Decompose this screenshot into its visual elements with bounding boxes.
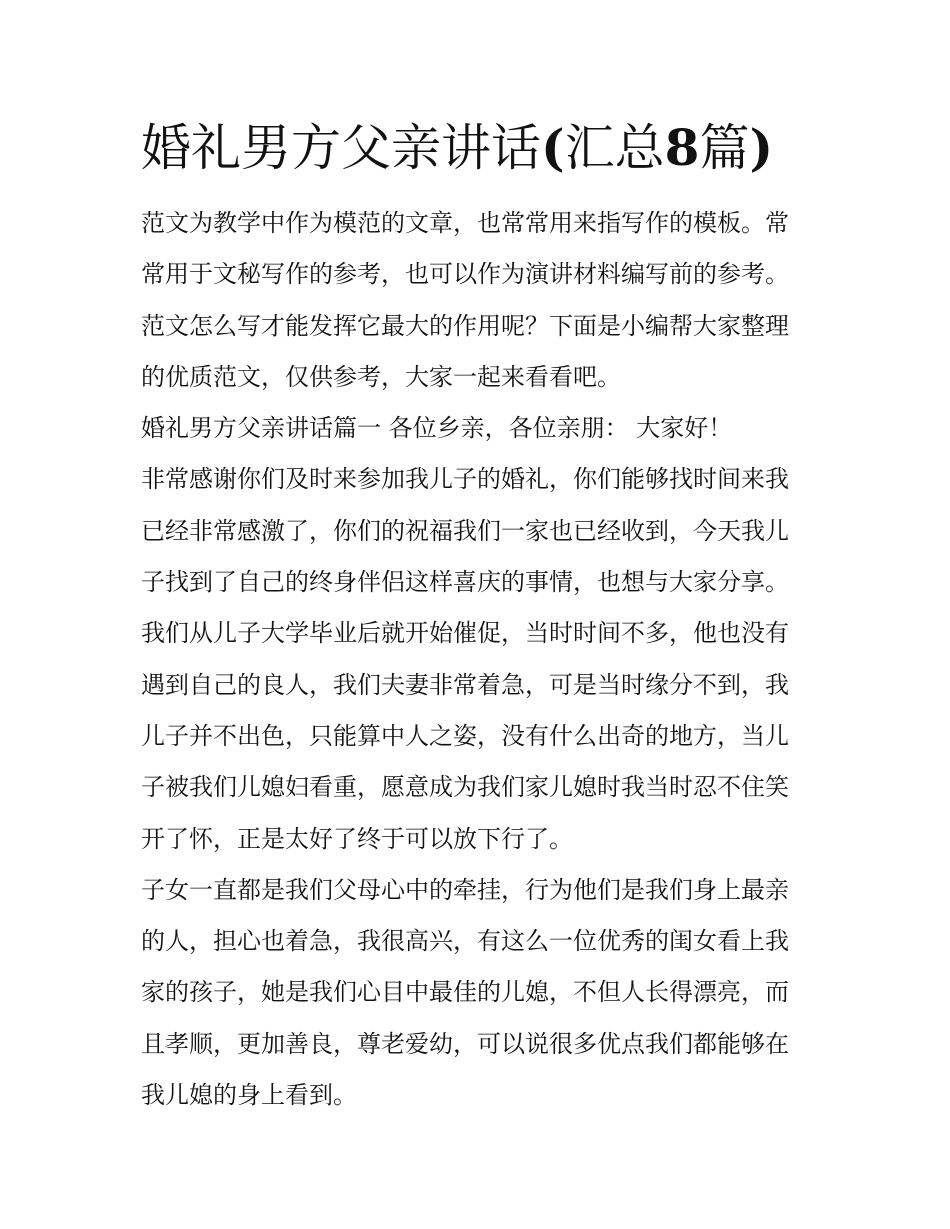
title-count: 8 — [664, 118, 700, 177]
text-line: 范文怎么写才能发挥它最大的作用呢？下面是小编帮大家整理 — [141, 311, 789, 340]
text-line: 子找到了自己的终身伴侣这样喜庆的事情，也想与大家分享。 — [141, 568, 789, 597]
text-line: 遇到自己的良人，我们夫妻非常着急，可是当时缘分不到，我 — [141, 670, 789, 699]
text-line: 子被我们儿媳妇看重，愿意成为我们家儿媳时我当时忍不住笑 — [141, 773, 789, 802]
text-line: 儿子并不出色，只能算中人之姿，没有什么出奇的地方，当儿 — [141, 721, 789, 750]
document-body — [141, 198, 813, 1121]
text-line: 范文为教学中作为模范的文章，也常常用来指写作的模板。常 — [141, 209, 789, 237]
text-line: 家的孩子，她是我们心目中最佳的儿媳，不但人长得漂亮，而 — [141, 978, 789, 1007]
title-summary: 汇总 — [564, 119, 665, 177]
text-line: 婚礼男方父亲讲话篇一 各位乡亲，各位亲朋： 大家好！ — [141, 414, 733, 443]
text-line: 已经非常感激了，你们的祝福我们一家也已经收到，今天我儿 — [141, 516, 789, 545]
text-line: 我儿媳的身上看到。 — [141, 1081, 357, 1110]
page-title — [141, 116, 773, 180]
title-paren-close: ) — [749, 118, 774, 177]
title-paren-open: ( — [541, 118, 565, 177]
text-line: 非常感谢你们及时来参加我儿子的婚礼，你们能够找时间来我 — [141, 465, 789, 494]
title-main: 婚礼男方父亲讲话 — [141, 119, 541, 177]
text-line: 开了怀，正是太好了终于可以放下行了。 — [141, 824, 573, 853]
title-unit: 篇 — [699, 119, 750, 177]
text-line: 子女一直都是我们父母心中的牵挂，行为他们是我们身上最亲 — [141, 875, 789, 904]
text-line: 且孝顺，更加善良，尊老爱幼，可以说很多优点我们都能够在 — [141, 1029, 789, 1058]
text-line: 的优质范文，仅供参考，大家一起来看看吧。 — [141, 362, 621, 391]
text-line: 常用于文秘写作的参考，也可以作为演讲材料编写前的参考。 — [141, 260, 789, 289]
text-line: 我们从儿子大学毕业后就开始催促，当时时间不多，他也没有 — [141, 619, 789, 648]
text-line: 的人，担心也着急，我很高兴，有这么一位优秀的闺女看上我 — [141, 927, 789, 956]
